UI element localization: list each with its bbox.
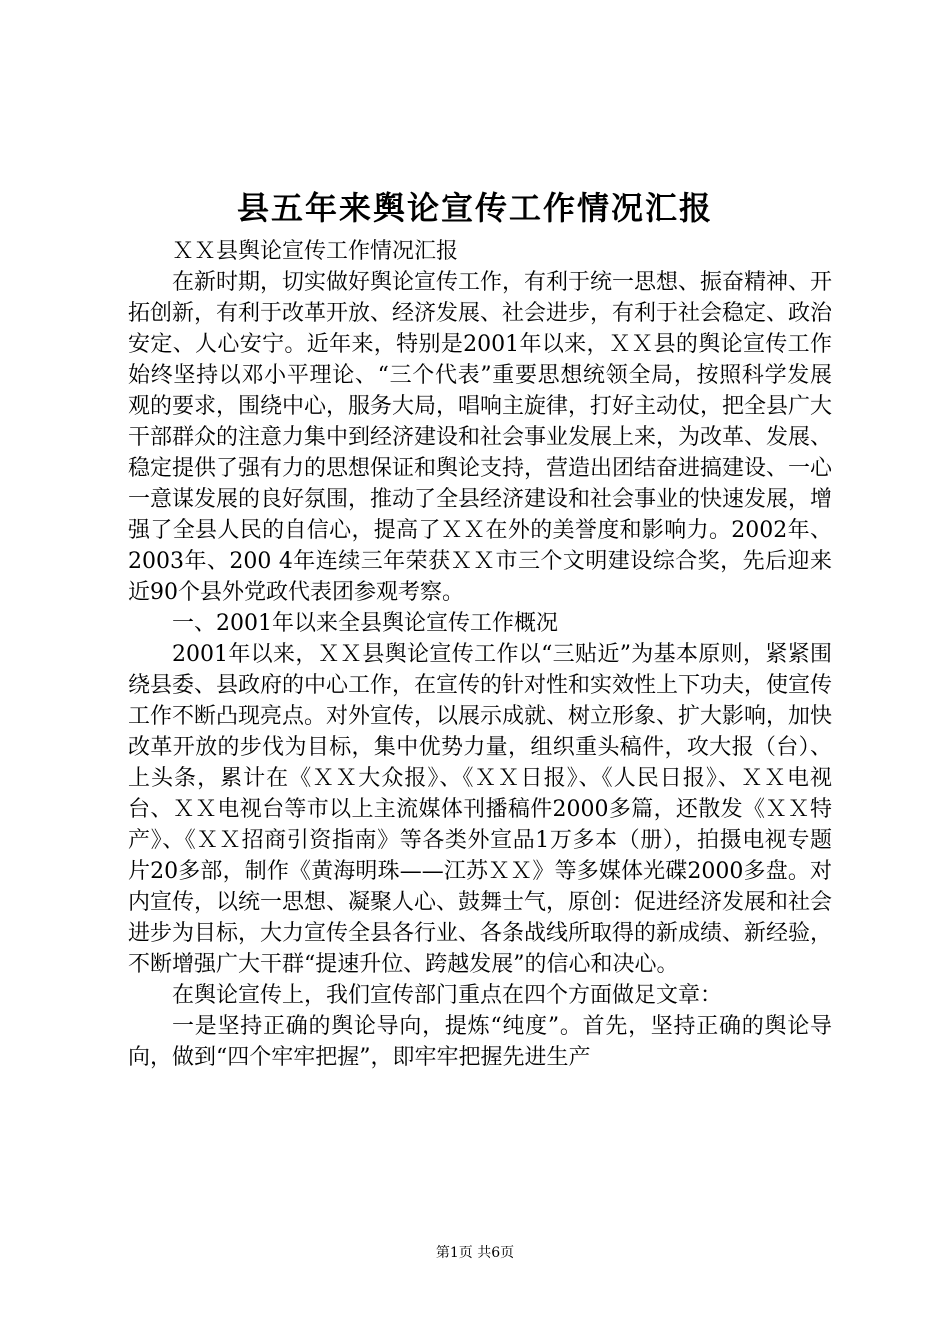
subtitle-paragraph: ＸＸ县舆论宣传工作情况汇报 (172, 239, 459, 264)
section-heading: 一、2001年以来全县舆论宣传工作概况 (172, 611, 558, 636)
body-paragraph: 2001年以来，ＸＸ县舆论宣传工作以“三贴近”为基本原则，紧紧围绕县委、县政府的中心工作，在宣传的针对性和实效性上下功夫，使宣传工作不断凸现亮点。对外宣传，以展示成就、树立形象、扩大影响，加快改革开放的步伐为目标，集中优势力量，组织重头稿件，攻大报（台）、上头条，累计在《ＸＸ大众报》、《ＸＸ日报》、《人民日报》、ＸＸ电视台、ＸＸ电视台等市以上主流媒体刊播稿件2000多篇，还散发《ＸＸ特产》、《ＸＸ招商引资指南》等各类外宣品1万多本（册），拍摄电视专题片20多部，制作《黄海明珠——江苏ＸＸ》等多媒体光碟2000多盘。对内宣传，以统一思想、凝聚人心、鼓舞士气，原创：促进经济发展和社会进步为目标，大力宣传全县各行业、各条战线所取得的新成绩、新经验，不断增强广大干群“提速升位、跨越发展”的信心和决心。 (128, 642, 833, 977)
body-paragraph: 在新时期，切实做好舆论宣传工作，有利于统一思想、振奋精神、开拓创新，有利于改革开放、经济发展、社会进步，有利于社会稳定、政治安定、人心安宁。近年来，特别是2001年以来，ＸＸ县的舆论宣传工作始终坚持以邓小平理论、“三个代表”重要思想统领全局，按照科学发展观的要求，围绕中心，服务大局，唱响主旋律，打好主动仗，把全县广大干部群众的注意力集中到经济建设和社会事业发展上来，为改革、发展、稳定提供了强有力的思想保证和舆论支持，营造出团结奋进搞建设、一心一意谋发展的良好氛围，推动了全县经济建设和社会事业的快速发展，增强了全县人民的自信心，提高了ＸＸ在外的美誉度和影响力。2002年、2003年、200 4年连续三年荣获ＸＸ市三个文明建设综合奖，先后迎来近90个县外党政代表团参观考察。 (128, 270, 833, 605)
page-number-footer: 第1页 共6页 (435, 1245, 515, 1261)
document-title: 县五年来舆论宣传工作情况汇报 (236, 189, 713, 227)
body-paragraph: 一是坚持正确的舆论导向，提炼“纯度”。首先，坚持正确的舆论导向，做到“四个牢牢把握”，即牢牢把握先进生产 (128, 1014, 832, 1070)
body-paragraph: 在舆论宣传上，我们宣传部门重点在四个方面做足文章： (172, 983, 723, 1008)
document-body (128, 236, 832, 1073)
